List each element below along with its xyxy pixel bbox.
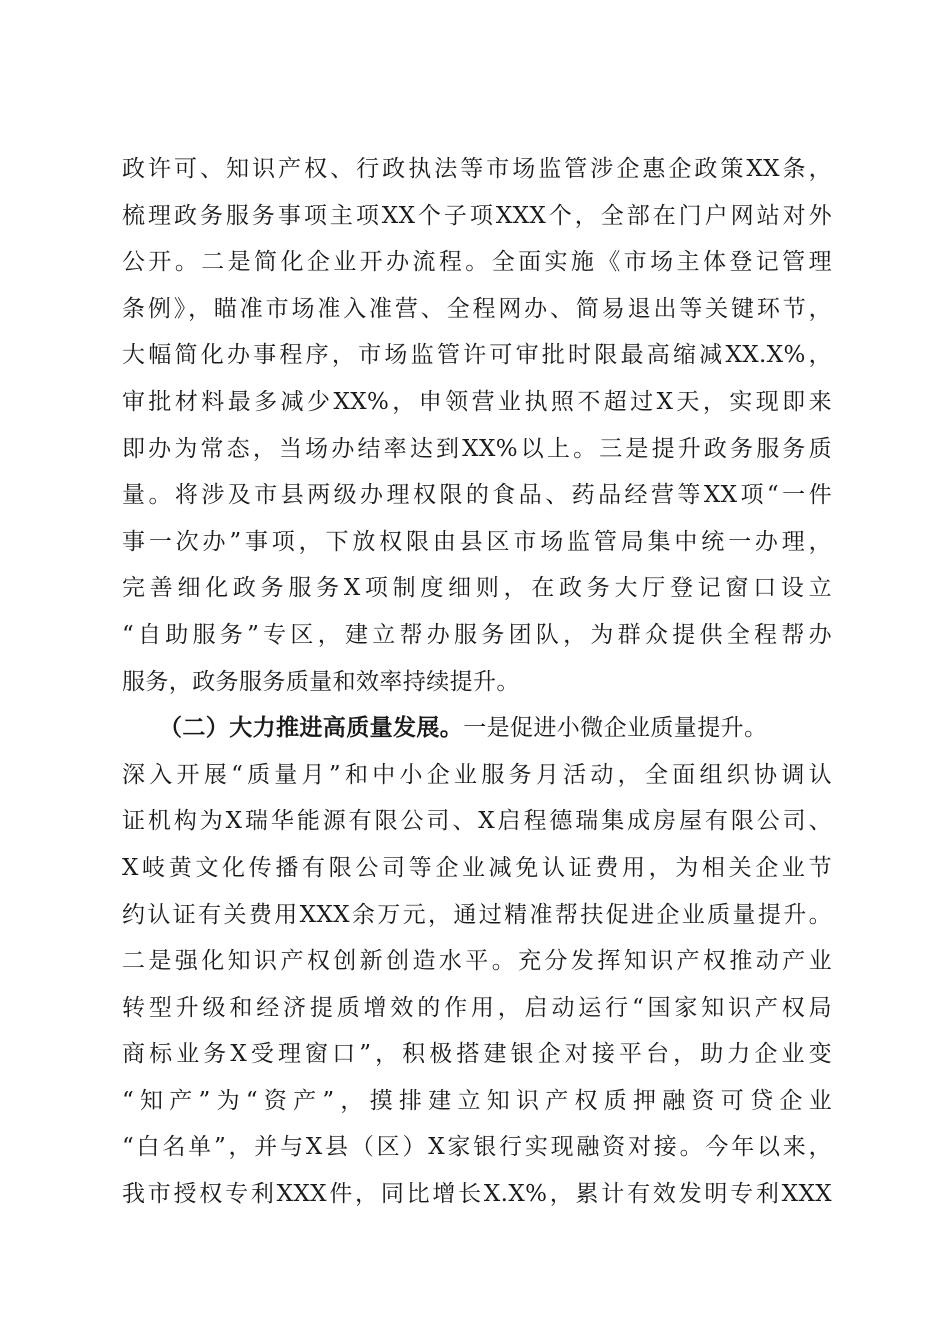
section-heading-line	[122, 705, 832, 752]
paragraph-line: 梳理政务服务事项主项XX个子项XXX个，全部在门户网站对外	[122, 202, 832, 229]
paragraph-line: 大幅简化办事程序，市场监管许可审批时限最高缩减XX.X%，	[122, 342, 832, 369]
paragraph-line: 量。将涉及市县两级办理权限的食品、药品经营等XX项“一件	[122, 482, 832, 509]
section-heading: （二）大力推进高质量发展。	[159, 714, 464, 742]
paragraph-line: 完善细化政务服务X项制度细则，在政务大厅登记窗口设立	[122, 575, 832, 602]
paragraph-line: 转型升级和经济提质增效的作用，启动运行“国家知识产权局	[122, 994, 832, 1021]
paragraph-line: 条例》，瞄准市场准入准营、全程网办、简易退出等关键环节，	[122, 295, 832, 322]
paragraph-line: “白名单”，并与X县（区）X家银行实现融资对接。今年以来，	[122, 1134, 832, 1161]
paragraph-line: 商标业务X受理窗口”，积极搭建银企对接平台，助力企业变	[122, 1041, 832, 1068]
section-first-line-text: 一是促进小微企业质量提升。	[463, 715, 768, 742]
paragraph-line: 审批材料最多减少XX%，申领营业执照不超过X天，实现即来	[122, 388, 832, 415]
paragraph-line: 约认证有关费用XXX余万元，通过精准帮扶促进企业质量提升。	[122, 901, 832, 928]
paragraph-line: 事一次办”事项，下放权限由县区市场监管局集中统一办理，	[122, 528, 832, 555]
paragraph-line: 我市授权专利XXX件，同比增长X.X%，累计有效发明专利XXX	[122, 1181, 832, 1208]
paragraph-line: 即办为常态，当场办结率达到XX%以上。三是提升政务服务质	[122, 435, 832, 462]
paragraph-line: 深入开展“质量月”和中小企业服务月活动，全面组织协调认	[122, 761, 832, 788]
paragraph-line: “知产”为“资产”，摸排建立知识产权质押融资可贷企业	[122, 1087, 832, 1114]
paragraph-line: X岐黄文化传播有限公司等企业减免认证费用，为相关企业节	[122, 854, 832, 881]
paragraph-line: 政许可、知识产权、行政执法等市场监管涉企惠企政策XX条，	[122, 156, 832, 182]
paragraph-line: 二是强化知识产权创新创造水平。充分发挥知识产权推动产业	[122, 948, 832, 975]
paragraph-line: 服务，政务服务质量和效率持续提升。	[122, 668, 520, 695]
paragraph-line: 公开。二是简化企业开办流程。全面实施《市场主体登记管理	[122, 249, 832, 276]
paragraph-line: “自助服务”专区，建立帮办服务团队，为群众提供全程帮办	[122, 621, 832, 648]
paragraph-line: 证机构为X瑞华能源有限公司、X启程德瑞集成房屋有限公司、	[122, 808, 832, 835]
body-text	[122, 146, 832, 1218]
